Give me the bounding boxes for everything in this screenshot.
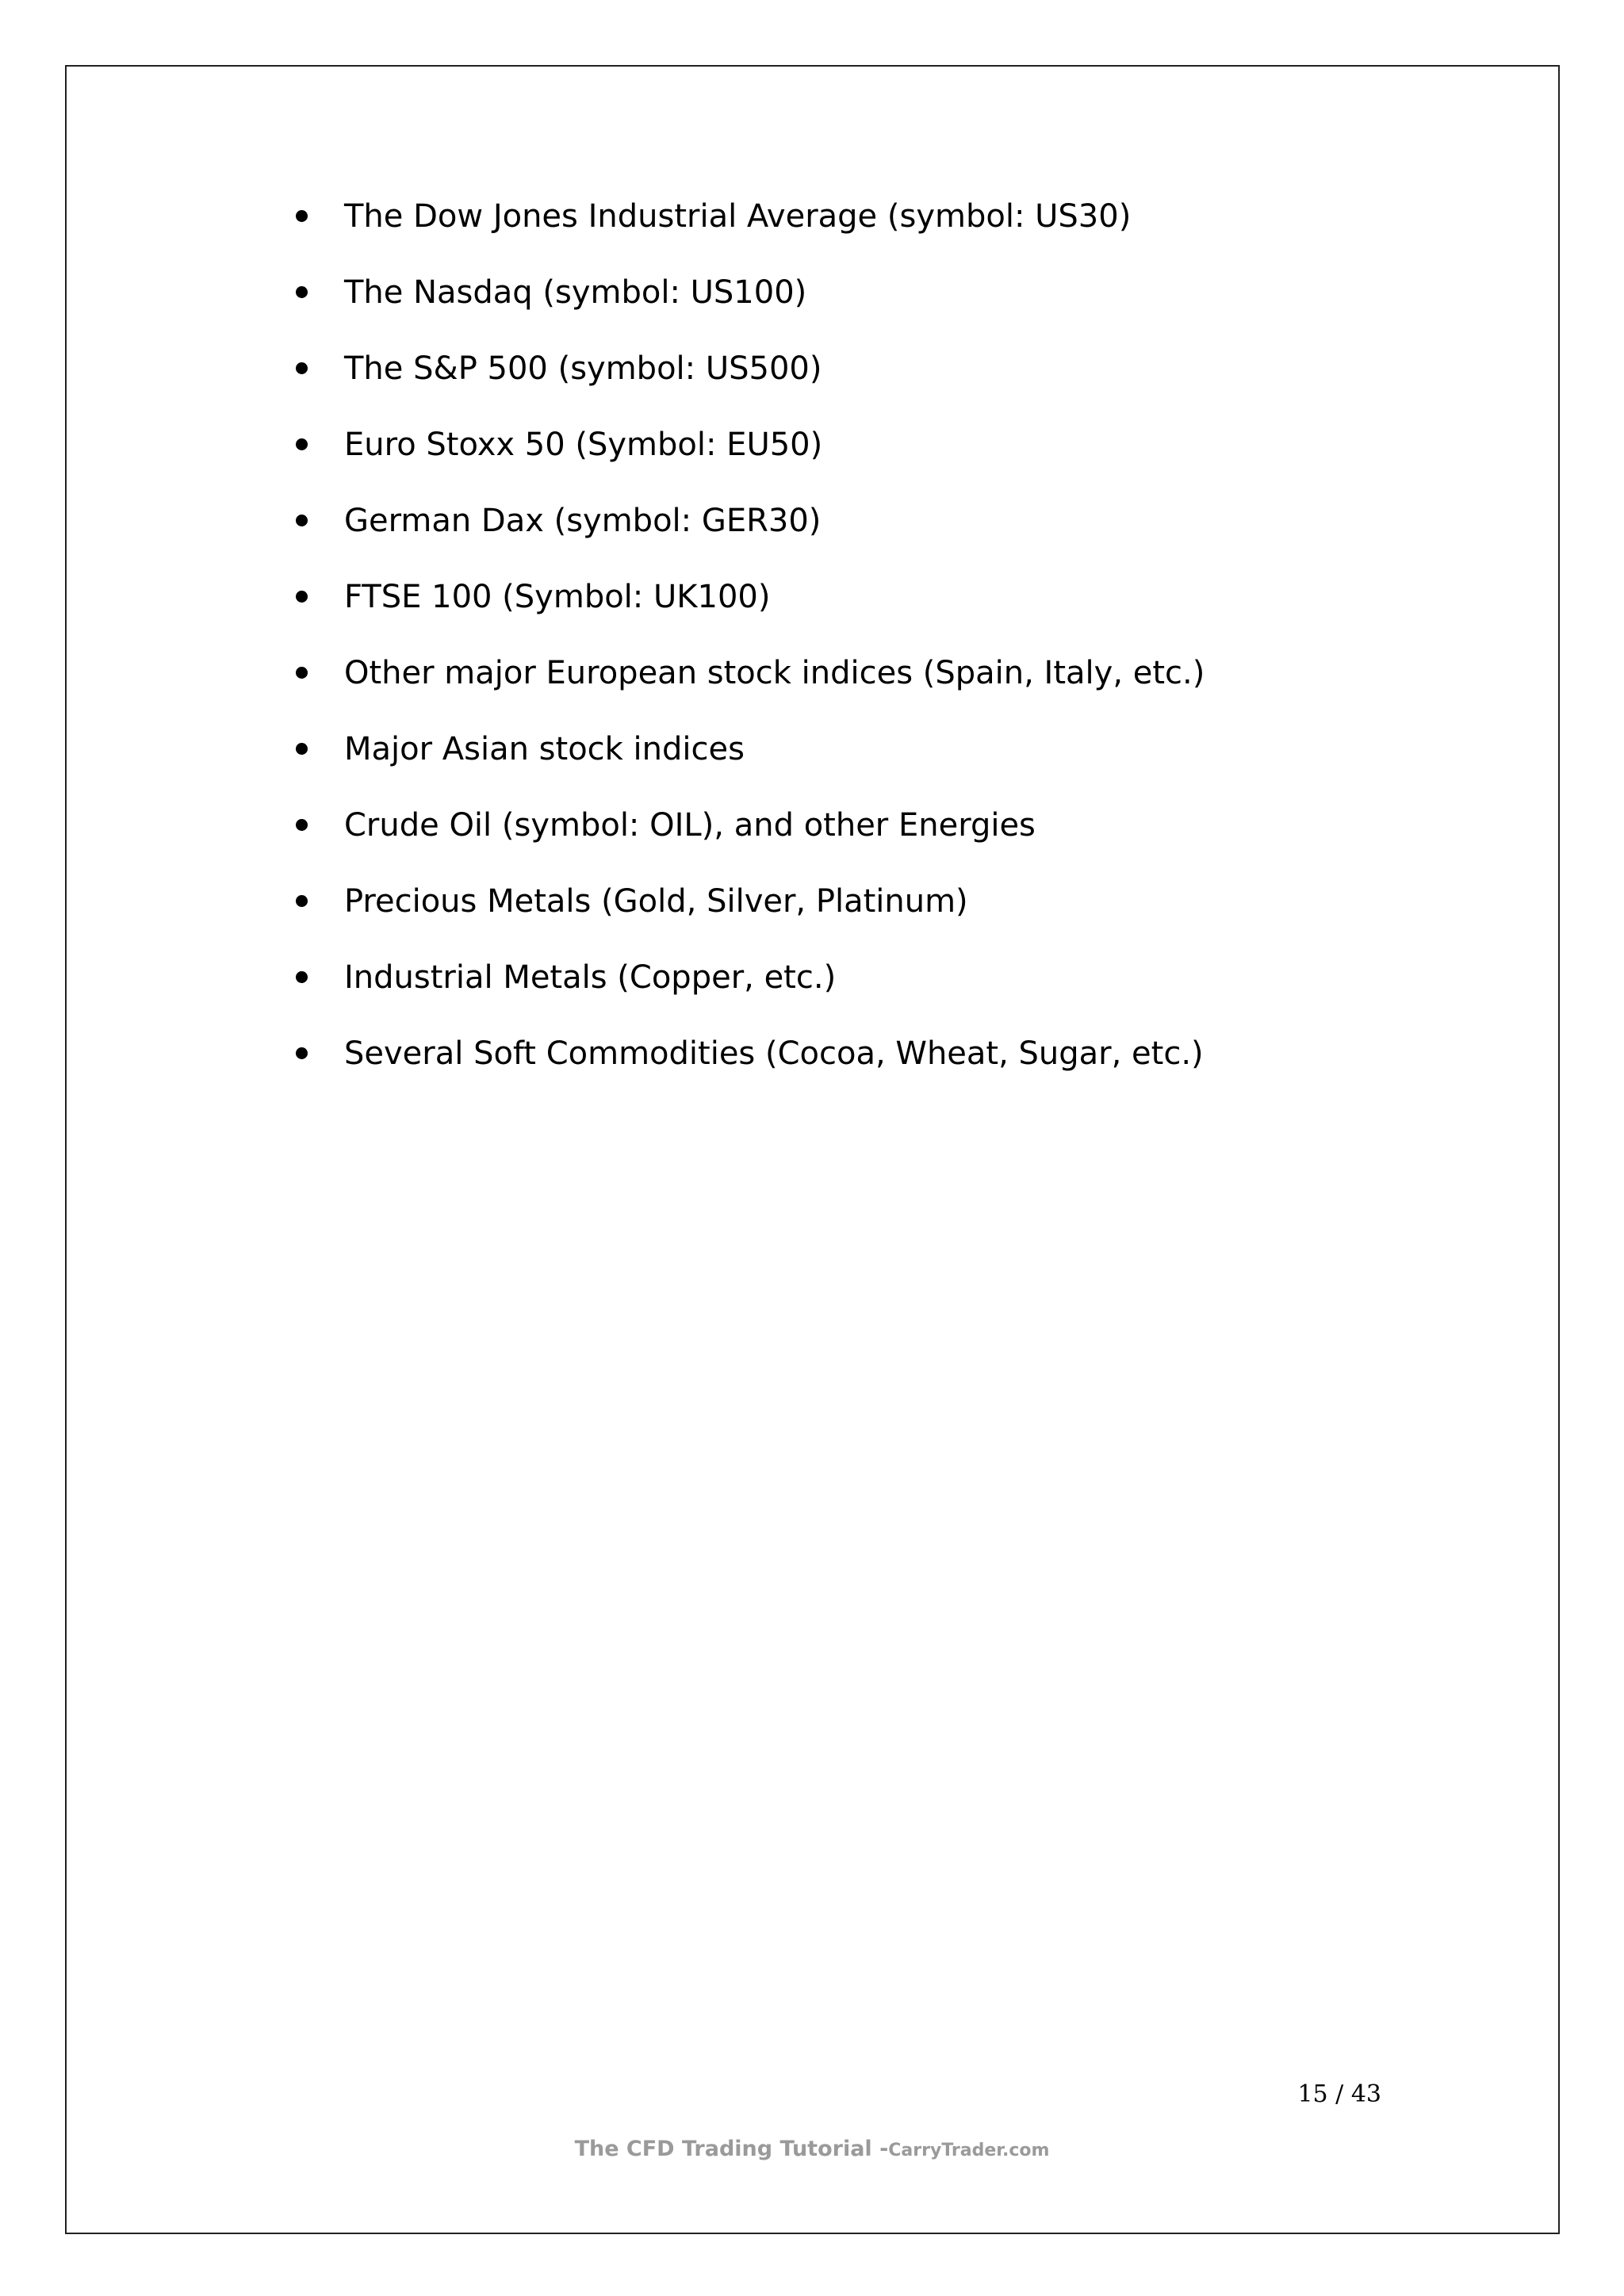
footer-title: The CFD Trading Tutorial - bbox=[574, 2137, 889, 2161]
bullet-icon bbox=[296, 667, 308, 679]
list-item-text: Industrial Metals (Copper, etc.) bbox=[344, 959, 837, 996]
list-item-text: Other major European stock indices (Spain, Italy, etc.) bbox=[344, 655, 1205, 691]
bullet-icon bbox=[296, 515, 308, 526]
list-item-text: Euro Stoxx 50 (Symbol: EU50) bbox=[344, 427, 823, 463]
footer-site: CarryTrader.com bbox=[888, 2141, 1050, 2160]
bullet-icon bbox=[296, 743, 308, 755]
footer bbox=[0, 2137, 1624, 2161]
list-item-text: Precious Metals (Gold, Silver, Platinum) bbox=[344, 883, 968, 920]
bullet-icon bbox=[296, 591, 308, 603]
list-item-text: The S&P 500 (symbol: US500) bbox=[344, 350, 822, 387]
bullet-icon bbox=[296, 362, 308, 374]
bullet-icon bbox=[296, 1047, 308, 1059]
list-item-text: The Nasdaq (symbol: US100) bbox=[344, 274, 807, 311]
bullet-icon bbox=[296, 438, 308, 450]
list-item-text: Major Asian stock indices bbox=[344, 731, 745, 767]
bullet-icon bbox=[296, 819, 308, 831]
bullet-icon bbox=[296, 210, 308, 222]
bullet-icon bbox=[296, 971, 308, 983]
list-item-text: Several Soft Commodities (Cocoa, Wheat, Sugar, etc.) bbox=[344, 1035, 1204, 1072]
page-number: 15 / 43 bbox=[1297, 2080, 1381, 2108]
list-item-text: Crude Oil (symbol: OIL), and other Energies bbox=[344, 807, 1036, 844]
list-item-text: The Dow Jones Industrial Average (symbol: US30) bbox=[344, 198, 1132, 235]
bullet-icon bbox=[296, 286, 308, 298]
list-item-text: German Dax (symbol: GER30) bbox=[344, 503, 822, 539]
list-item-text: FTSE 100 (Symbol: UK100) bbox=[344, 579, 771, 615]
bullet-icon bbox=[296, 895, 308, 907]
